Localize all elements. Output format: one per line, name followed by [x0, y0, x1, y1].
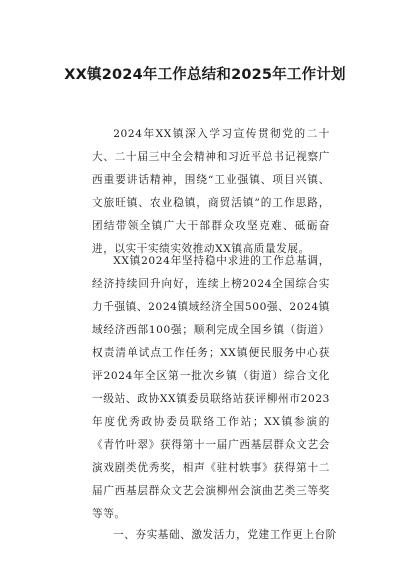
document-title: XX镇2024年工作总结和2025年工作计划: [64, 67, 346, 83]
body-paragraph: 2024年XX镇深入学习宣传贯彻党的二十大、二十届三中全会精神和习近平总书记视察广西重要讲话精神，围绕“工业强镇、项目兴镇、文旅旺镇、农业稳镇，商贸活镇”的工作思路，团结带领全镇广大干部群众攻坚克难、砥砺奋进，以实干实绩实效推动XX镇高质量发展。: [92, 128, 330, 255]
body-paragraph: XX镇2024年坚持稳中求进的工作总基调，经济持续回升向好，连续上榜2024全国综合实力千强镇、2024镇域经济全国500强、2024镇域经济西部100强；顺利完成全国乡镇（街道）权责清单试点工作任务；XX镇便民服务中心获评2024年全区第一批次乡镇（街道）综合文化一级站、政协XX镇委员联络站获评柳州市2023年度优秀政协委员联络工作站；XX镇参演的《青竹叶翠》获得第十一届广西基层群众文艺会演戏剧类优秀奖，相声《驻村轶事》获得第十二届广西基层群众文艺会演柳州会演曲艺类三等奖等等。: [92, 255, 330, 520]
section-heading: 一、夯实基础、激发活力，党建工作更上台阶: [113, 529, 337, 541]
